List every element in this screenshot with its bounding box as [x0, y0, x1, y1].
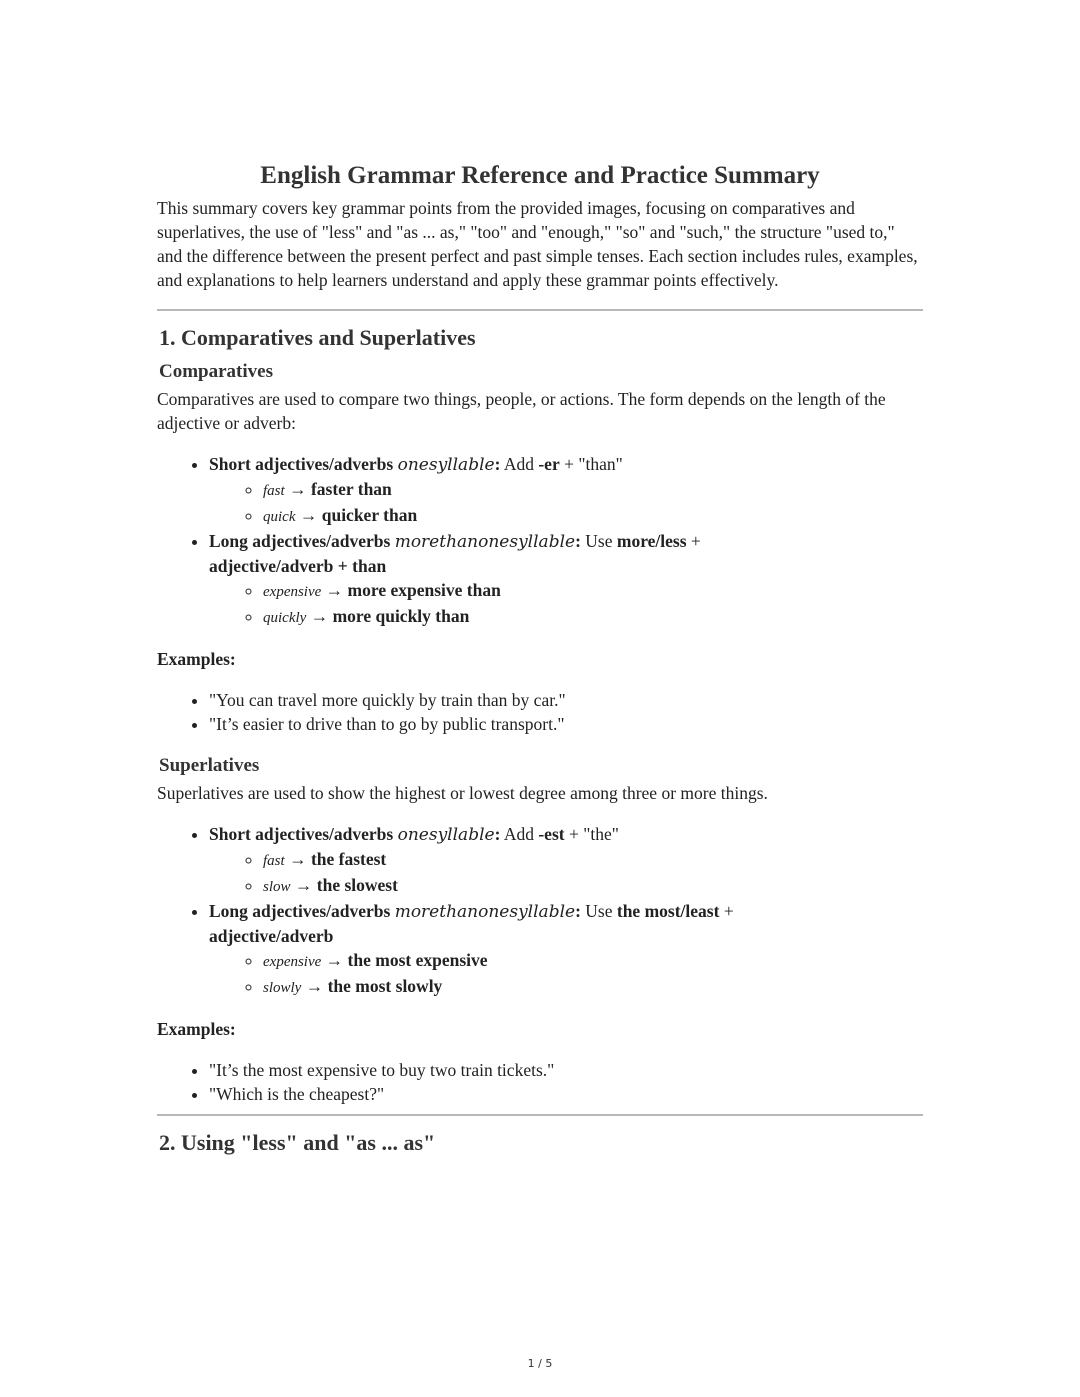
arrow: → [290, 875, 317, 895]
list-item [263, 974, 923, 1000]
arrow: → [321, 950, 348, 970]
arrow: → [321, 580, 348, 600]
subsection-heading: Comparatives [159, 361, 273, 382]
base-word: expensive [263, 954, 322, 970]
colon: : [575, 531, 581, 551]
examples-list [157, 1058, 923, 1106]
rule-text: Add [500, 454, 539, 474]
divider [157, 309, 923, 311]
math-note: onesyllable [397, 455, 495, 475]
colon: : [494, 824, 501, 844]
colon: : [575, 901, 581, 921]
arrow: → [284, 479, 311, 499]
page-number: 1 / 5 [527, 1357, 553, 1370]
rule-text: + [719, 901, 734, 921]
list-item [209, 452, 923, 529]
list-item [263, 477, 923, 503]
result-form: the fastest [310, 849, 387, 869]
example-sublist [209, 948, 923, 1000]
example-item: • "Which is the cheapest?" [209, 1082, 923, 1106]
example-sublist [209, 578, 923, 630]
divider [157, 1114, 923, 1116]
list-item [263, 503, 923, 529]
base-word: fast [263, 483, 285, 499]
result-form: more expensive than [347, 580, 501, 600]
rule-emphasis: -er [538, 454, 560, 474]
rule-emphasis: adjective/adverb + than [209, 556, 387, 576]
paragraph: Comparatives are used to compare two things, people, or actions. The form depends on the length of the adjective or adverb: [157, 389, 886, 433]
list-item [263, 847, 923, 873]
arrow: → [301, 976, 328, 996]
rule-label: Long adjectives/adverbs [209, 531, 391, 551]
list-item [263, 948, 923, 974]
math-note: onesyllable [397, 825, 495, 845]
colon: : [494, 454, 501, 474]
rule-text: Use [580, 531, 617, 551]
math-note: morethanonesyllable [394, 902, 576, 922]
result-form: the slowest [316, 875, 398, 895]
result-form: the most expensive [347, 950, 488, 970]
result-form: more quickly than [332, 606, 470, 626]
rule-text: + "the" [564, 824, 619, 844]
rule-text: Use [580, 901, 617, 921]
list-item [209, 899, 923, 1000]
arrow: → [306, 606, 333, 626]
document-page [157, 160, 923, 1164]
list-item [263, 873, 923, 899]
examples-label: Examples: [157, 1019, 236, 1039]
rule-text: + [686, 531, 701, 551]
base-word: fast [263, 853, 285, 869]
result-form: quicker than [321, 505, 418, 525]
base-word: quickly [263, 610, 307, 626]
rule-list [157, 452, 923, 630]
example-item: • "It’s easier to drive than to go by public transport." [209, 712, 923, 736]
result-form: faster than [310, 479, 392, 499]
intro-paragraph: This summary covers key grammar points from the provided images, focusing on comparatives and superlatives, the use of "less" and "as ... as," "too" and "enough," "so" and "such," the structure "used to," and the difference between the present perfect and past simple tenses. Each section includes rules, examples, and explanations to help learners understand and apply these grammar points effectively. [157, 198, 918, 290]
math-note: morethanonesyllable [394, 532, 576, 552]
list-item [209, 529, 923, 630]
rule-emphasis: adjective/adverb [209, 926, 334, 946]
section-heading: 1. Comparatives and Superlatives [159, 325, 476, 350]
rule-label: Long adjectives/adverbs [209, 901, 391, 921]
arrow: → [284, 849, 311, 869]
paragraph: Superlatives are used to show the highest or lowest degree among three or more things. [157, 783, 768, 803]
base-word: slow [263, 879, 291, 895]
list-item [209, 822, 923, 899]
list-item [263, 578, 923, 604]
rule-emphasis: the most/least [616, 901, 720, 921]
rule-text: + "than" [559, 454, 623, 474]
example-sublist [209, 477, 923, 529]
base-word: expensive [263, 584, 322, 600]
rule-emphasis: more/less [616, 531, 687, 551]
rule-text: Add [500, 824, 539, 844]
list-item [263, 604, 923, 630]
examples-list [157, 688, 923, 736]
example-item: • "It’s the most expensive to buy two train tickets." [209, 1058, 923, 1082]
rule-list [157, 822, 923, 1000]
document-title: English Grammar Reference and Practice Summary [260, 162, 820, 189]
rule-label: Short adjectives/adverbs [209, 454, 394, 474]
arrow: → [295, 505, 322, 525]
base-word: slowly [263, 980, 302, 996]
examples-label: Examples: [157, 649, 236, 669]
result-form: the most slowly [327, 976, 443, 996]
example-sublist [209, 847, 923, 899]
section-heading: 2. Using "less" and "as ... as" [159, 1130, 436, 1155]
rule-label: Short adjectives/adverbs [209, 824, 394, 844]
subsection-heading: Superlatives [159, 755, 260, 776]
base-word: quick [263, 509, 296, 525]
example-item: • "You can travel more quickly by train than by car." [209, 688, 923, 712]
rule-emphasis: -est [538, 824, 565, 844]
